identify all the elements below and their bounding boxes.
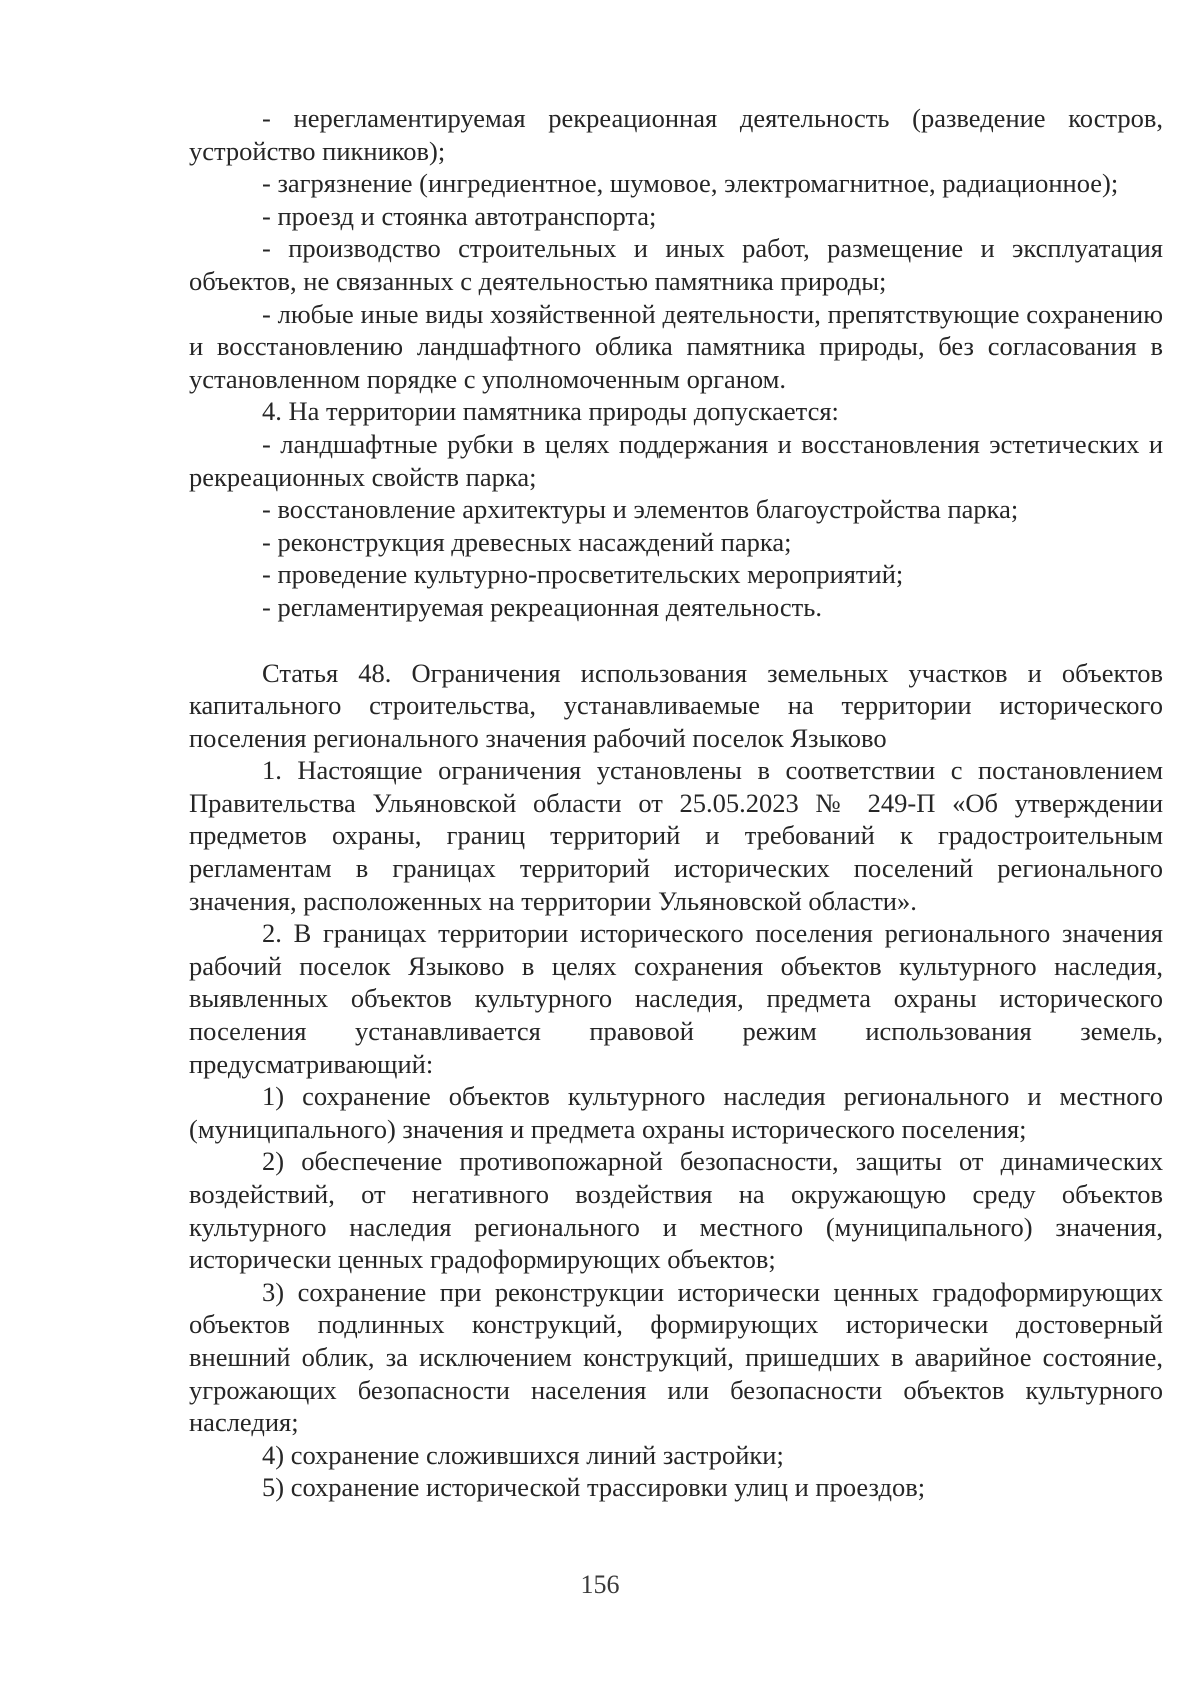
document-body-top [189, 102, 1163, 624]
page-number: 156 [580, 1570, 620, 1599]
paragraph: - восстановление архитектуры и элементов благоустройства парка; [262, 494, 1019, 525]
paragraph: - ландшафтные рубки в целях поддержания и восстановления эстетических и рекреационных свойств парка; [189, 428, 1163, 492]
document-page [189, 102, 1163, 1504]
document-body-bottom [189, 657, 1163, 1504]
paragraph: 1. Настоящие ограничения установлены в соответствии с постановлением Правительства Ульяновской области от 25.05.2023 № 249-П «Об утверждении предметов охраны, границ территорий и требований к градостроительным регламентам в границах территорий исторических поселений регионального значения, расположенных на территории Ульяновской области». [189, 755, 1163, 916]
paragraph: - проезд и стоянка автотранспорта; [262, 200, 657, 231]
paragraph: - производство строительных и иных работ, размещение и эксплуатация объектов, не связанных с деятельностью памятника природы; [189, 233, 1163, 296]
paragraph: 4. На территории памятника природы допускается: [262, 396, 839, 427]
paragraph: - любые иные виды хозяйственной деятельности, препятствующие сохранению и восстановлению ландшафтного облика памятника природы, без согласования в установленном порядке с уполномоченным органом. [189, 298, 1163, 394]
paragraph: - нерегламентируемая рекреационная деятельность (разведение костров, устройство пикников); [189, 103, 1163, 166]
paragraph: 5) сохранение исторической трассировки улиц и проездов; [262, 1472, 926, 1503]
section-gap [189, 624, 1163, 657]
paragraph: 3) сохранение при реконструкции исторически ценных градоформирующих объектов подлинных конструкций, формирующих исторически достоверный внешний облик, за исключением конструкций, пришедших в аварийное состояние, угрожающих безопасности населения или безопасности объектов культурного наследия; [189, 1276, 1163, 1438]
paragraph: - загрязнение (ингредиентное, шумовое, электромагнитное, радиационное); [262, 168, 1119, 199]
paragraph: 1) сохранение объектов культурного наследия регионального и местного (муниципального) значения и предмета охраны исторического поселения; [189, 1081, 1163, 1144]
paragraph: 4) сохранение сложившихся линий застройки; [262, 1439, 784, 1470]
paragraph: 2. В границах территории исторического поселения регионального значения рабочий поселок Языково в целях сохранения объектов культурного наследия, выявленных объектов культурного наследия, предмета охраны исторического поселения устанавливается правовой режим использования земель, предусматривающий: [189, 918, 1163, 1079]
paragraph: - проведение культурно-просветительских мероприятий; [262, 559, 904, 590]
article-heading: Статья 48. Ограничения использования земельных участков и объектов капитального строительства, устанавливаемые на территории исторического поселения регионального значения рабочий поселок Языково [189, 657, 1163, 753]
paragraph: 2) обеспечение противопожарной безопасности, защиты от динамических воздействий, от негативного воздействия на окружающую среду объектов культурного наследия регионального и местного (муниципального) значения, исторически ценных градоформирующих объектов; [189, 1146, 1163, 1275]
paragraph: - реконструкция древесных насаждений парка; [262, 526, 792, 557]
paragraph: - регламентируемая рекреационная деятельность. [262, 591, 822, 622]
